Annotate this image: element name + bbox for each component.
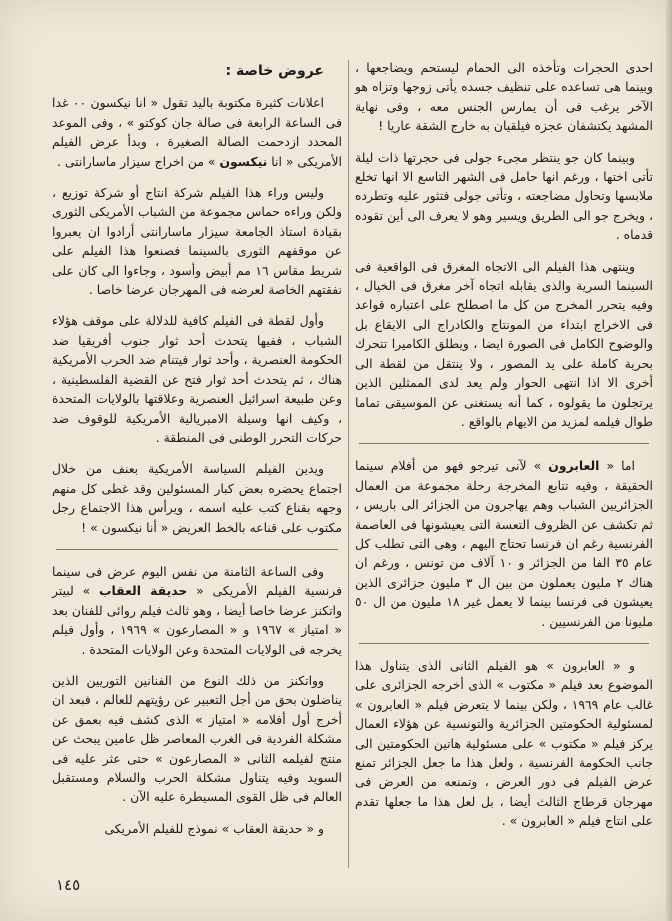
film-title: حديقة العقاب xyxy=(99,583,188,599)
paragraph: وينتهى هذا الفيلم الى الاتجاه المغرق فى الواقعية فى السينما السرية والذى يقابله اتجاه آخر مغرق فى الخيال ، وفيه يتحرر المخرج من كل ما اصطلح على اعتباره قواعد فى الاخراج ابتداء من المونتاج والكادراج الى الايقاع بل والوضوح الكامل فى الصورة ايضا ، ويطلق الكاميرا تتحرك بحرية كاملة على يد المصور ، ولا ينتقل من لقطة الى أخرى الا اذا انتهى الحوار ولم يعد لدى الممثلين الذين يرتجلون ما يقولوه ، كما أنه يستغنى عن الموسيقى تماما طوال فيلمه لمزيد من الايهام بالواقع . xyxy=(355,258,653,429)
text-run: » من اخراج سيزار ماسارانتى . xyxy=(56,153,220,169)
paragraph: وبينما كان جو ينتظر مجىء جولى فى حجرتها ذات ليلة تأتى اختها ، ورغم انها حامل فى الشهر التاسع الا انها تخلع ملابسها وتحاول مضاجعته ، وتأتى جولى فتثور عليه وتطرده ، ويخرج جو الى الطريق ويسير وهو لا يعرف الى أين تقوده قدماه . xyxy=(355,149,653,243)
column-divider xyxy=(348,60,349,868)
paragraph: وواتكنز من ذلك النوع من الفنانين التوريين الذين يناضلون بحق من أجل التعبير عن رؤيتهم للعالم ، فبعد ان أخرج أول أفلامه « امتياز » الذى كشف فيه بعمق عن مشكلة الفردية فى الغرب المعاصر ظل عامين يبحث عن منتج لفيلمه الثانى « المصارعون » حتى عثر عليه فى السويد وفيه يتناول مشكلة الحرب والسلام ومستقبل العالم فى ظل القوى المسيطرة عليه الآن . xyxy=(52,672,342,805)
page-edge xyxy=(666,0,672,921)
paragraph xyxy=(52,562,342,659)
paragraph: وليس وراء هذا الفيلم شركة انتاج أو شركة توزيع ، ولكن وراءه حماس مجموعة من الشباب الأمريكى الثورى بقيادة استاذ الجامعة سيزار ماسارانتى أرادوا ان يعبروا عن موقفهم الثورى بالسينما فصنعوا هذا الفيلم على شريط مقاس ١٦ مم أبيض وأسود ، وجاءوا الى كان على نفقتهم الخاصة لعرضه فى المهرجان عرضا خاصا . xyxy=(52,185,342,298)
paragraph: وأول لقطة فى الفيلم كافية للدلالة على موقف هؤلاء الشباب ، ففيها يتحدث أحد ثوار جنوب أفريقيا ضد الحكومة العنصرية ، وأحد ثوار فيتنام ضد الحرب الأمريكية هناك ، ثم يتحدث أحد ثوار فتح عن القضية الفلسطينية ، وعن طبيعة اسرائيل العنصرية وعلاقتها بالولايات المتحدة ، وكيف انها وسيلة الامبريالية الأمريكية للوقوف ضد حركات التحرر الوطنى فى المنطقة . xyxy=(52,313,342,445)
text-run: » لآنى تيرجو فهو من أفلام سينما الحقيقة ، وفيه تتابع المخرجة رحلة مجموعة من العمال الجزائريين الشباب وهم يهاجرون من الجزائر الى باريس ، ثم تكشف عن الظروف التعسة التى يعيشونها فى العاصمة الفرنسية رغم ان فرنسا تحتاج اليهم ، وهى التى تطلب كل عام ٣٥ الفا من الجزائر و ١٠ آلاف من تونس ، ورغم ان هناك ٢ مليون يعملون من بين ال ٣ مليون جزائرى الذين يعيشون فى فرنسا بينما لا يعمل غير ١٨ مليون من ال ٥٠ مليونا من الفرنسيين . xyxy=(355,458,654,629)
film-title: نيكسون xyxy=(219,153,268,169)
paragraph: و « العابرون » هو الفيلم الثانى الذى يتناول هذا الموضوع بعد فيلم « مكتوب » الذى أخرجه الجزائرى على غالب عام ١٩٦٩ ، ولكن بينما لا يتعرض فيلم « العابرون » لمسئولية الحكومتين الجزائرية والتونسية عن هؤلاء العمال يركز فيلم « مكتوب » على مسئولية هاتين الحكومتين الى جانب الحكومة الفرنسية ، ولعل هذا ما جعل الجزائر تمنع عرض الفيلم فى دور العرض ، وتمنعه من العرض فى مهرجان قرطاج الثالث أيضا ، بل لعل هذا ما جعلها تقدم على انتاج فيلم « العابرون » . xyxy=(355,657,653,829)
paragraph: احدى الحجرات وتأخذه الى الحمام ليستحم ويضاجعها ، وبينما هى تساعده على تنظيف جسده يأتى زوجها وتزاه هو الآخر يرغب فى أن يمارس الجنس معه ، وفى نهاية المشهد يكتشفان عجزه فيلقيان به خارج الشقة عاريا ! xyxy=(355,60,653,134)
paragraph: ويدين الفيلم السياسة الأمريكية بعنف من خلال اجتماع يحضره بعض كبار المسئولين وقد غطى كل منهم وجهه بقناع كتب عليه اسمه ، ويرأس هذا الاجتماع رجل مكتوب على قناعه بالخط العريض « أنا نيكسون » ! xyxy=(52,461,342,535)
left-column xyxy=(52,62,342,850)
right-column xyxy=(355,58,653,843)
paragraph xyxy=(52,93,342,171)
page-number: ١٤٥ xyxy=(56,876,81,894)
text-run: اعلانات كثيرة مكتوبة باليد تقول « انا نيكسون ٠٠ غدا فى الساعة الرابعة فى صالة جان كوكتو » ، وفى الموعد المحدد ازدحمت الصالة الصغيرة ، وبدأ عرض الفيلم الأمريكى « انا xyxy=(52,95,342,169)
section-divider xyxy=(359,643,649,644)
text-run: اما « xyxy=(599,458,635,474)
paragraph: و « حديقة العقاب » نموذج للفيلم الأمريكى xyxy=(104,820,324,836)
section-heading: عروض خاصة : xyxy=(225,63,324,79)
paragraph xyxy=(355,456,653,631)
film-title: العابرون xyxy=(548,458,600,474)
section-divider xyxy=(359,443,649,444)
text-run: وفى الساعة الثامنة من نفس اليوم عرض فى سينما فرنسية الفيلم الأمريكى « xyxy=(52,563,342,599)
text-run: » لبيتر واتكنز عرضا خاصا أيضا ، وهو ثالث فيلم روائى للفنان بعد « امتياز » ١٩٦٧ و « المصارعون » ١٩٦٩ ، وأول فيلم يخرجه فى الولايات المتحدة وعن الولايات المتحدة . xyxy=(52,583,342,657)
section-divider xyxy=(56,549,338,550)
